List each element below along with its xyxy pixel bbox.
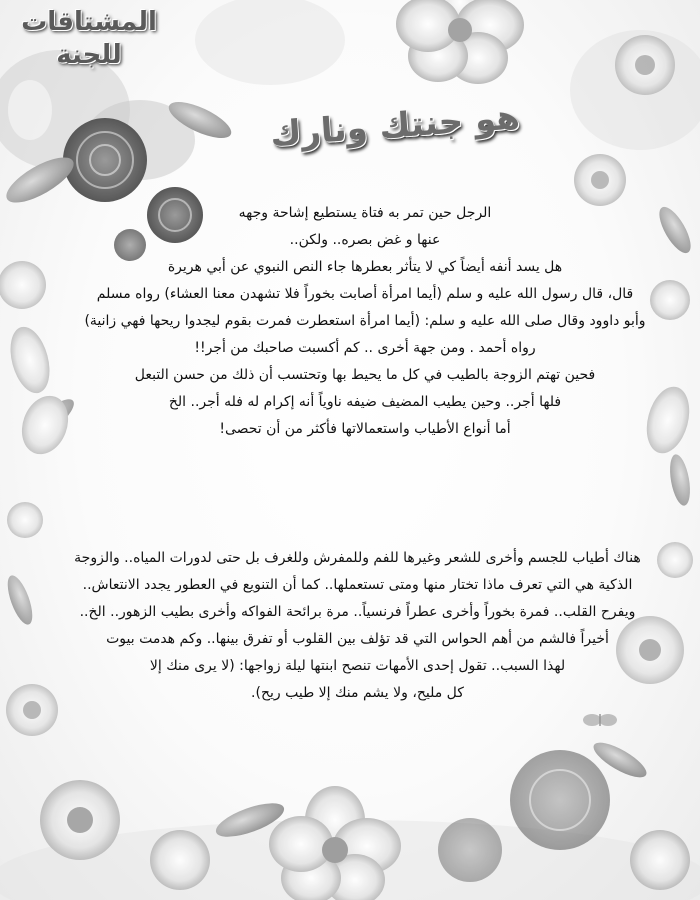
- text-line: أما أنواع الأطياب واستعمالاتها فأكثر من أن تحصى!: [219, 421, 511, 437]
- text-line: فلها أجر.. وحين يطيب المضيف ضيفه ناوياً أنه إكرام له فله أجر.. الخ: [168, 394, 562, 410]
- text-line: كل مليح، ولا يشم منك إلا طيب ريح).: [251, 685, 464, 701]
- text-line: فحين تهتم الزوجة بالطيب في كل ما يحيط بها وتحتسب أن ذلك من حسن التبعل: [134, 367, 596, 383]
- text-line: الذكية هي التي تعرف ماذا تختار منها ومتى تستعملها.. كما أن التنويع في العطور يجدد الانتعاش..: [82, 577, 633, 593]
- bottom-flower-border: [0, 736, 700, 900]
- flower-icon: [7, 502, 43, 538]
- logo-line-2: للجنة: [56, 39, 122, 70]
- butterfly-icon: [583, 714, 617, 726]
- text-line: قال، قال رسول الله عليه و سلم (أيما امرأة أصابت بخوراً فلا تشهدن معنا العشاء) رواه مسلم: [96, 286, 634, 302]
- top-center-flower: [195, 0, 524, 85]
- paragraph-1: [40, 200, 690, 443]
- text-line: عنها و غض بصره.. ولكن..: [289, 232, 441, 248]
- paragraph-2: [20, 545, 695, 707]
- rose-icon: [150, 830, 210, 890]
- text-line: رواه أحمد . ومن جهة أخرى .. كم أكسبت صاحبك من أجر!!: [194, 340, 536, 356]
- site-logo: [14, 6, 164, 71]
- text-line: وأبو داوود وقال صلى الله عليه و سلم: (أيما امرأة استعطرت فمرت بقوم ليجدوا ريحها فهي زانية): [84, 313, 646, 329]
- rose-icon: [510, 750, 610, 850]
- rose-icon: [63, 118, 147, 202]
- text-line: هل يسد أنفه أيضاً كي لا يتأثر بعطرها جاء النص النبوي عن أبي هريرة: [167, 259, 563, 275]
- text-line: لهذا السبب.. تقول إحدى الأمهات تنصح ابنتها ليلة زواجها: (لا يرى منك إلا: [149, 658, 566, 674]
- logo-line-1: المشتاقات: [21, 7, 157, 37]
- leaf-icon: [667, 453, 694, 507]
- flower-icon: [630, 830, 690, 890]
- text-line: هناك أطياب للجسم وأخرى للشعر وغيرها للفم وللمفرش وللغرف بل حتى لدورات المياه.. والزوجة: [74, 550, 641, 566]
- text-line: ويفرح القلب.. فمرة بخوراً وأخرى عطراً فرنسياً.. مرة برائحة الفواكه وأخرى بطيب الزهور.. الخ..: [79, 604, 636, 620]
- article-heading: هو جنتك ونارك: [268, 97, 522, 155]
- text-line: الرجل حين تمر به فتاة يستطيع إشاحة وجهه: [238, 205, 492, 221]
- rose-icon: [438, 818, 502, 882]
- text-line: أخيراً فالشم من أهم الحواس التي قد تؤلف بين القلوب أو تفرق بينها.. وكم هدمت بيوت: [106, 631, 609, 647]
